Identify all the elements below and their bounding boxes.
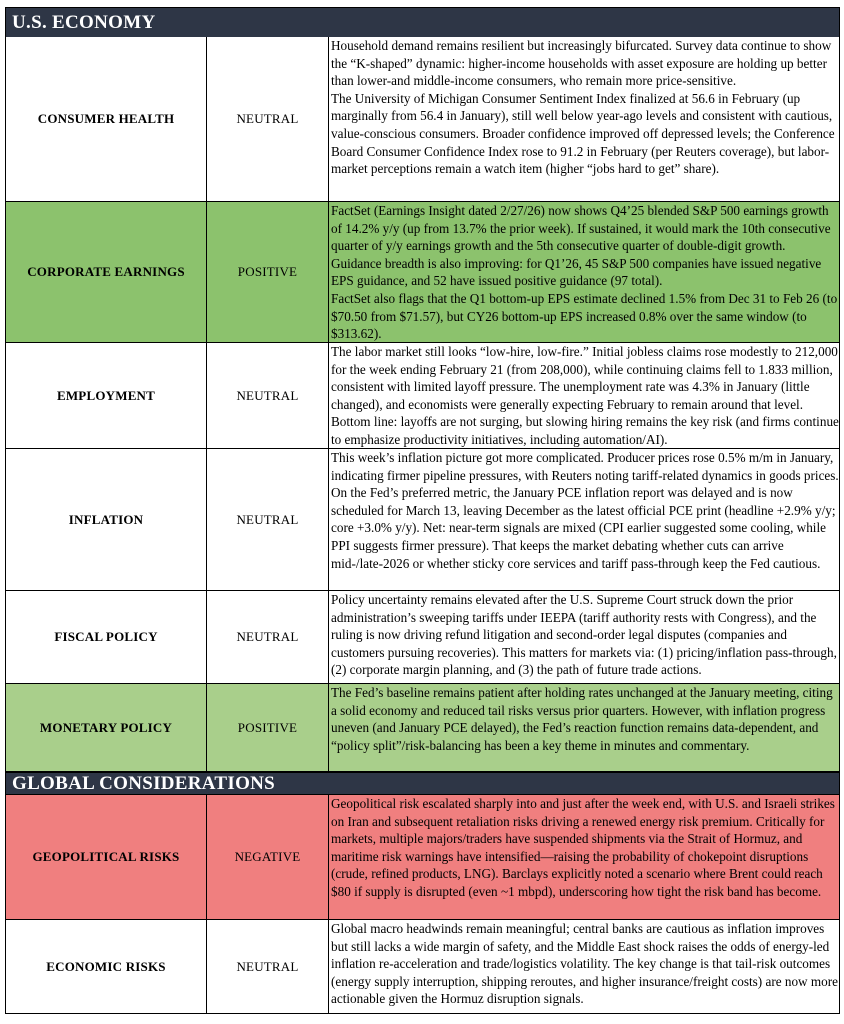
- row-geopolitical-risks: [5, 794, 840, 920]
- commentary-text: Policy uncertainty remains elevated after the U.S. Supreme Court struck down the prior administration’s sweeping tariffs under IEEPA (tariff authority rests with Congress), and the ruling is now driving refund litigation and second-order legal disputes (companies and customers pursuing recoveries). This matters for markets via: (1) pricing/inflation pass-through, (2) corporate margin planning, and (3) the path of future trade actions.: [331, 592, 837, 678]
- row-corporate-earnings: [5, 202, 840, 343]
- row-label: CONSUMER HEALTH: [6, 37, 207, 201]
- row-label: FISCAL POLICY: [6, 591, 207, 683]
- row-label: EMPLOYMENT: [6, 343, 207, 448]
- rating-badge: POSITIVE: [207, 202, 329, 342]
- row-label: CORPORATE EARNINGS: [6, 202, 207, 342]
- rating-badge: NEUTRAL: [207, 343, 329, 448]
- rating-badge: NEUTRAL: [207, 37, 329, 201]
- economic-outlook-table: [5, 7, 840, 1014]
- rating-badge: NEUTRAL: [207, 449, 329, 590]
- section-header-us-economy: U.S. ECONOMY: [5, 7, 840, 37]
- commentary-text: Geopolitical risk escalated sharply into and just after the week end, with U.S. and Israeli strikes on Iran and subsequent retaliation risks driving a renewed energy risk premium. Critically for markets, multiple majors/traders have suspended shipments via the Strait of Hormuz, and maritime risk warnings have intensified—raising the probability of chokepoint disruptions (crude, refined products, LNG). Barclays explicitly noted a scenario where Brent could reach $80 if supply is disrupted (even ~1 mbpd), underscoring how tight the risk band has become.: [331, 796, 835, 899]
- row-label: INFLATION: [6, 449, 207, 590]
- commentary-text: This week’s inflation picture got more complicated. Producer prices rose 0.5% m/m in January, indicating firmer pipeline pressures, with Reuters noting tariff-related dynamics in goods prices. On the Fed’s preferred metric, the January PCE inflation report was delayed and is now scheduled for March 13, leaving December as the latest official PCE print (headline +2.9% y/y; core +3.0% y/y). Net: near-term signals are mixed (CPI earlier suggested some cooling, while PPI suggests firmer pressure). That keeps the market debating whether cuts can arrive mid-/late-2026 or whether sticky core services and tariff pass-through keep the Fed cautious.: [331, 450, 839, 571]
- row-label: ECONOMIC RISKS: [6, 920, 207, 1013]
- row-consumer-health: [5, 37, 840, 202]
- row-label: MONETARY POLICY: [6, 684, 207, 771]
- row-inflation: [5, 449, 840, 591]
- row-fiscal-policy: [5, 591, 840, 684]
- rating-badge: NEUTRAL: [207, 920, 329, 1013]
- commentary-text: FactSet (Earnings Insight dated 2/27/26) now shows Q4’25 blended S&P 500 earnings growth of 14.2% y/y (up from 13.7% the prior week). If sustained, it would mark the 10th consecutive quarter of y/y earnings growth and the 5th consecutive quarter of double-digit growth. Guidance breadth is also improving: for Q1’26, 45 S&P 500 companies have issued negative EPS guidance, and 52 have issued positive guidance (97 total). FactSet also flags that the Q1 bottom-up EPS estimate declined 1.5% from Dec 31 to Feb 26 (to $70.50 from $71.57), but CY26 bottom-up EPS increased 0.8% over the same window (to $313.62).: [331, 203, 838, 342]
- section-header-global-considerations: GLOBAL CONSIDERATIONS: [5, 772, 840, 794]
- rating-badge: NEGATIVE: [207, 795, 329, 919]
- row-economic-risks: [5, 920, 840, 1014]
- commentary-text: Global macro headwinds remain meaningful; central banks are cautious as inflation improves but still lacks a wide margin of safety, and the Middle East shock raises the odds of energy-led inflation re-acceleration and trade/logistics volatility. The key change is that tail-risk outcomes (energy supply interruption, shipping reroutes, and higher insurance/freight costs) are now more actionable given the Hormuz disruption signals.: [331, 921, 838, 1007]
- row-employment: [5, 343, 840, 449]
- row-monetary-policy: [5, 684, 840, 772]
- commentary-text: Household demand remains resilient but increasingly bifurcated. Survey data continue to show the “K-shaped” dynamic: higher-income households with asset exposure are holding up better than lower-and middle-income consumers, who remain more price-sensitive. The University of Michigan Consumer Sentiment Index finalized at 56.6 in February (up marginally from 56.4 in January), still well below year-ago levels and consistent with cautious, value-conscious consumers. Broader confidence improved off depressed levels; the Conference Board Consumer Confidence Index rose to 91.2 in February (per Reuters coverage), but labor-market perceptions remain a watch item (higher “jobs hard to get” share).: [331, 38, 835, 177]
- rating-badge: NEUTRAL: [207, 591, 329, 683]
- commentary-text: The labor market still looks “low-hire, low-fire.” Initial jobless claims rose modestly to 212,000 for the week ending February 21 (from 208,000), while continuing claims fell to 1.833 million, consistent with limited layoff pressure. The unemployment rate was 4.3% in January (little changed), and economists were generally expecting February to remain around that level. Bottom line: layoffs are not surging, but slowing hiring remains the key risk (and firms continue to emphasize productivity initiatives, including automation/AI).: [331, 344, 839, 447]
- commentary-text: The Fed’s baseline remains patient after holding rates unchanged at the January meeting, citing a solid economy and reduced tail risks versus prior quarters. However, with inflation progress uneven (and January PCE delayed), the Fed’s reaction function remains data-dependent, and “policy split”/risk-balancing has been a key theme in minutes and commentary.: [331, 685, 833, 753]
- row-label: GEOPOLITICAL RISKS: [6, 795, 207, 919]
- rating-badge: POSITIVE: [207, 684, 329, 771]
